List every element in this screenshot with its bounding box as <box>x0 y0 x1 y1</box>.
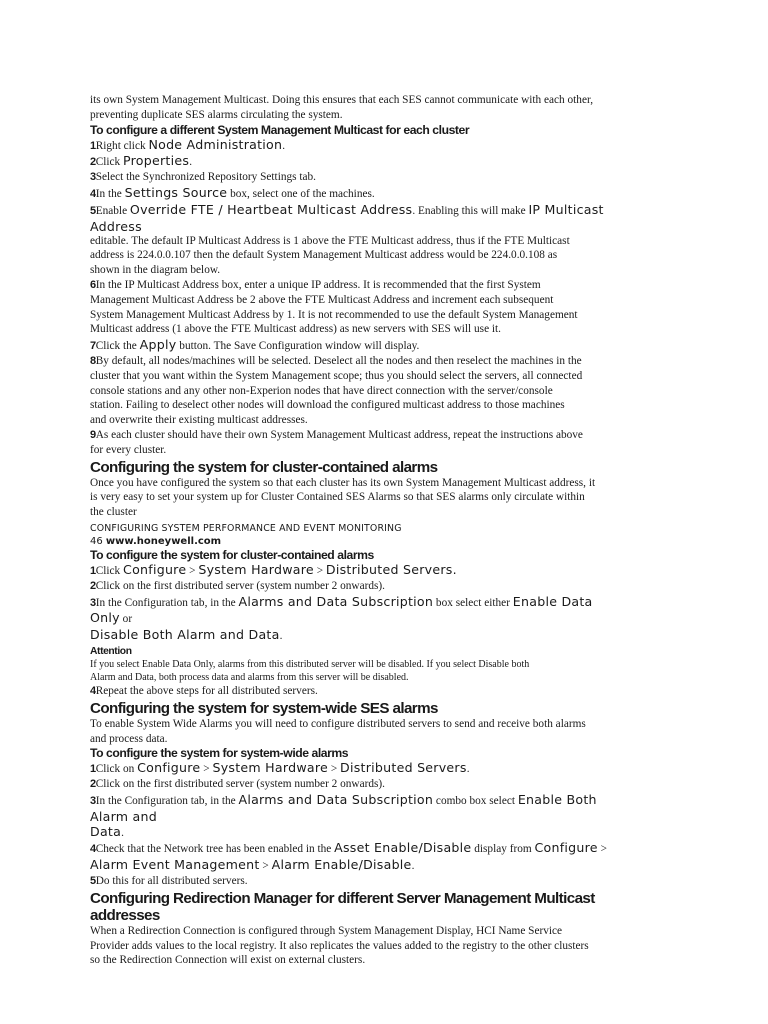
system-para-line-2: and process data. <box>90 732 168 745</box>
system-step-4: 4Check that the Network tree has been enabled in the Asset Enable/Disable display from Configure > <box>90 840 607 856</box>
ui-term-system-hardware: System Hardware <box>198 561 314 577</box>
website-link: www.honeywell.com <box>105 535 222 547</box>
ui-term-configure: Configure <box>534 840 598 856</box>
cluster-step-4: 4Repeat the above steps for all distributed servers. <box>90 684 318 697</box>
procedure-title-system-alarms: To configure the system for system-wide alarms <box>90 746 349 761</box>
step-8-continued-4: and overwrite their existing multicast addresses. <box>90 414 308 427</box>
ui-term-system-hardware: System Hardware <box>212 760 328 776</box>
ui-term-alarm-and: Alarm and <box>90 808 158 824</box>
cluster-step-3-line-3: Disable Both Alarm and Data. <box>90 627 283 643</box>
step-5: 5Enable Override FTE / Heartbeat Multicast Address. Enabling this will make IP Multicast <box>90 201 604 217</box>
ui-term-settings-source: Settings Source <box>124 184 228 200</box>
ui-term-node-administration: Node Administration <box>148 136 283 152</box>
redirection-para-line-1: When a Redirection Connection is configured through System Management Display, HCI Name Service <box>90 924 563 937</box>
step-9: 9As each cluster should have their own System Management Multicast address, repeat the instructions above <box>90 428 583 441</box>
ui-term-alarm-enable-disable: Alarm Enable/Disable <box>271 857 412 873</box>
ui-term-asset-enable-disable: Asset Enable/Disable <box>334 840 472 856</box>
system-para-line-1: To enable System Wide Alarms you will need to configure distributed servers to send and receive both alarms <box>90 717 586 730</box>
ui-term-properties: Properties <box>123 153 190 169</box>
system-step-3-line-3: Data. <box>90 823 124 839</box>
ui-term-enable-both: Enable Both <box>517 791 597 807</box>
cluster-step-1: 1Click Configure > System Hardware > Distributed Servers. <box>90 561 457 577</box>
attention-line-2: Alarm and Data, both process data and alarms from this server will be disabled. <box>90 671 409 683</box>
attention-title: Attention <box>90 645 132 657</box>
attention-line-1: If you select Enable Data Only, alarms from this distributed server will be disabled. If you select Disable both <box>90 658 530 670</box>
ui-term-disable-both: Disable Both Alarm and Data <box>90 627 280 643</box>
step-3: 3Select the Synchronized Repository Settings tab. <box>90 171 316 184</box>
step-1: 1Right click Node Administration. <box>90 136 286 152</box>
system-step-1: 1Click on Configure > System Hardware > Distributed Servers. <box>90 760 470 776</box>
step-4: 4In the Settings Source box, select one of the machines. <box>90 184 375 200</box>
ui-term-override-fte: Override FTE / Heartbeat Multicast Address <box>129 201 413 217</box>
step-7: 7Click the Apply button. The Save Configuration window will display. <box>90 337 420 353</box>
ui-term-distributed-servers: Distributed Servers. <box>325 561 457 577</box>
cluster-para-line-3: the cluster <box>90 506 137 519</box>
heading-system-wide-alarms: Configuring the system for system-wide SES alarms <box>90 699 438 717</box>
step-6-continued-3: Multicast address (1 above the FTE Multicast address) as new servers with SES will use it. <box>90 323 502 336</box>
step-9-continued-1: for every cluster. <box>90 443 167 456</box>
intro-line-1: its own System Management Multicast. Doing this ensures that each SES cannot communicate with each other, <box>90 94 594 106</box>
intro-line-2: preventing duplicate SES alarms circulating the system. <box>90 108 343 121</box>
step-6-continued-1: Management Multicast Address be 2 above the FTE Multicast Address and increment each subsequent <box>90 293 554 306</box>
cluster-para-line-1: Once you have configured the system so that each cluster has its own System Management Multicast address, it <box>90 476 596 489</box>
system-step-5: 5Do this for all distributed servers. <box>90 875 248 888</box>
step-5-continued-1: editable. The default IP Multicast Address is 1 above the FTE Multicast address, thus if the FTE Multicast <box>90 234 570 247</box>
ui-term-alarms-data-subscription: Alarms and Data Subscription <box>238 791 434 807</box>
ui-term-address: Address <box>90 218 142 234</box>
system-step-2: 2Click on the first distributed server (system number 2 onwards). <box>90 778 385 791</box>
ui-term-distributed-servers: Distributed Servers <box>340 760 467 776</box>
step-6-continued-2: System Management Multicast Address by 1. It is not recommended to use the default System Management <box>90 308 578 321</box>
cluster-step-3: 3In the Configuration tab, in the Alarms and Data Subscription box select either Enable Data <box>90 593 593 609</box>
page-number: 46 <box>90 535 106 547</box>
system-step-4-line-2: Alarm Event Management > Alarm Enable/Disable. <box>90 857 415 873</box>
system-step-3: 3In the Configuration tab, in the Alarms and Data Subscription combo box select Enable Both <box>90 791 597 807</box>
heading-cluster-contained-alarms: Configuring the system for cluster-contained alarms <box>90 458 438 476</box>
ui-term-alarm-event-management: Alarm Event Management <box>90 857 260 873</box>
ui-term-data: Data <box>90 823 122 839</box>
step-5-continued-3: shown in the diagram below. <box>90 264 221 277</box>
ui-term-only: Only <box>90 610 120 626</box>
cluster-para-line-2: is very easy to set your system up for Cluster Contained SES Alarms so that SES alarms only circulate within <box>90 491 585 504</box>
ui-term-ip-multicast: IP Multicast <box>528 201 604 217</box>
ui-term-configure: Configure <box>123 561 187 577</box>
procedure-title-cluster-multicast: To configure a different System Management Multicast for each cluster <box>90 122 470 137</box>
step-6: 6In the IP Multicast Address box, enter a unique IP address. It is recommended that the first System <box>90 278 541 291</box>
step-5-continued-2: address is 224.0.0.107 then the default System Management Multicast address would be 224.0.0.108 as <box>90 249 558 262</box>
ui-term-enable-data: Enable Data <box>512 593 593 609</box>
page-footer <box>90 535 658 548</box>
redirection-para-line-3: so the Redirection Connection will exist on external clusters. <box>90 954 366 967</box>
running-header: CONFIGURING SYSTEM PERFORMANCE AND EVENT MONITORING <box>90 522 402 534</box>
cluster-step-2: 2Click on the first distributed server (system number 2 onwards). <box>90 579 385 592</box>
redirection-para-line-2: Provider adds values to the local registry. It also replicates the values added to the registry to the other clusters <box>90 939 589 952</box>
step-8-continued-2: console stations and any other non-Experion nodes that have direct connection with the server/console <box>90 384 553 397</box>
cluster-step-3-line-2: Only or <box>90 610 133 626</box>
ui-term-apply: Apply <box>139 337 177 353</box>
step-8: 8By default, all nodes/machines will be selected. Deselect all the nodes and then reselect the machines in the <box>90 354 582 367</box>
ui-term-alarms-data-subscription: Alarms and Data Subscription <box>238 593 434 609</box>
document-page <box>90 93 658 968</box>
step-2: 2Click Properties. <box>90 153 193 169</box>
ui-term-configure: Configure <box>137 760 201 776</box>
step-8-continued-1: cluster that you want within the System Management scope; thus you should select the servers, all connected <box>90 369 583 382</box>
step-8-continued-3: station. Failing to deselect other nodes will download the configured multicast address to those machines <box>90 399 565 412</box>
heading-redirection-manager: Configuring Redirection Manager for different Server Management Multicast addresses <box>90 889 595 924</box>
procedure-title-cluster-alarms: To configure the system for cluster-contained alarms <box>90 547 374 562</box>
